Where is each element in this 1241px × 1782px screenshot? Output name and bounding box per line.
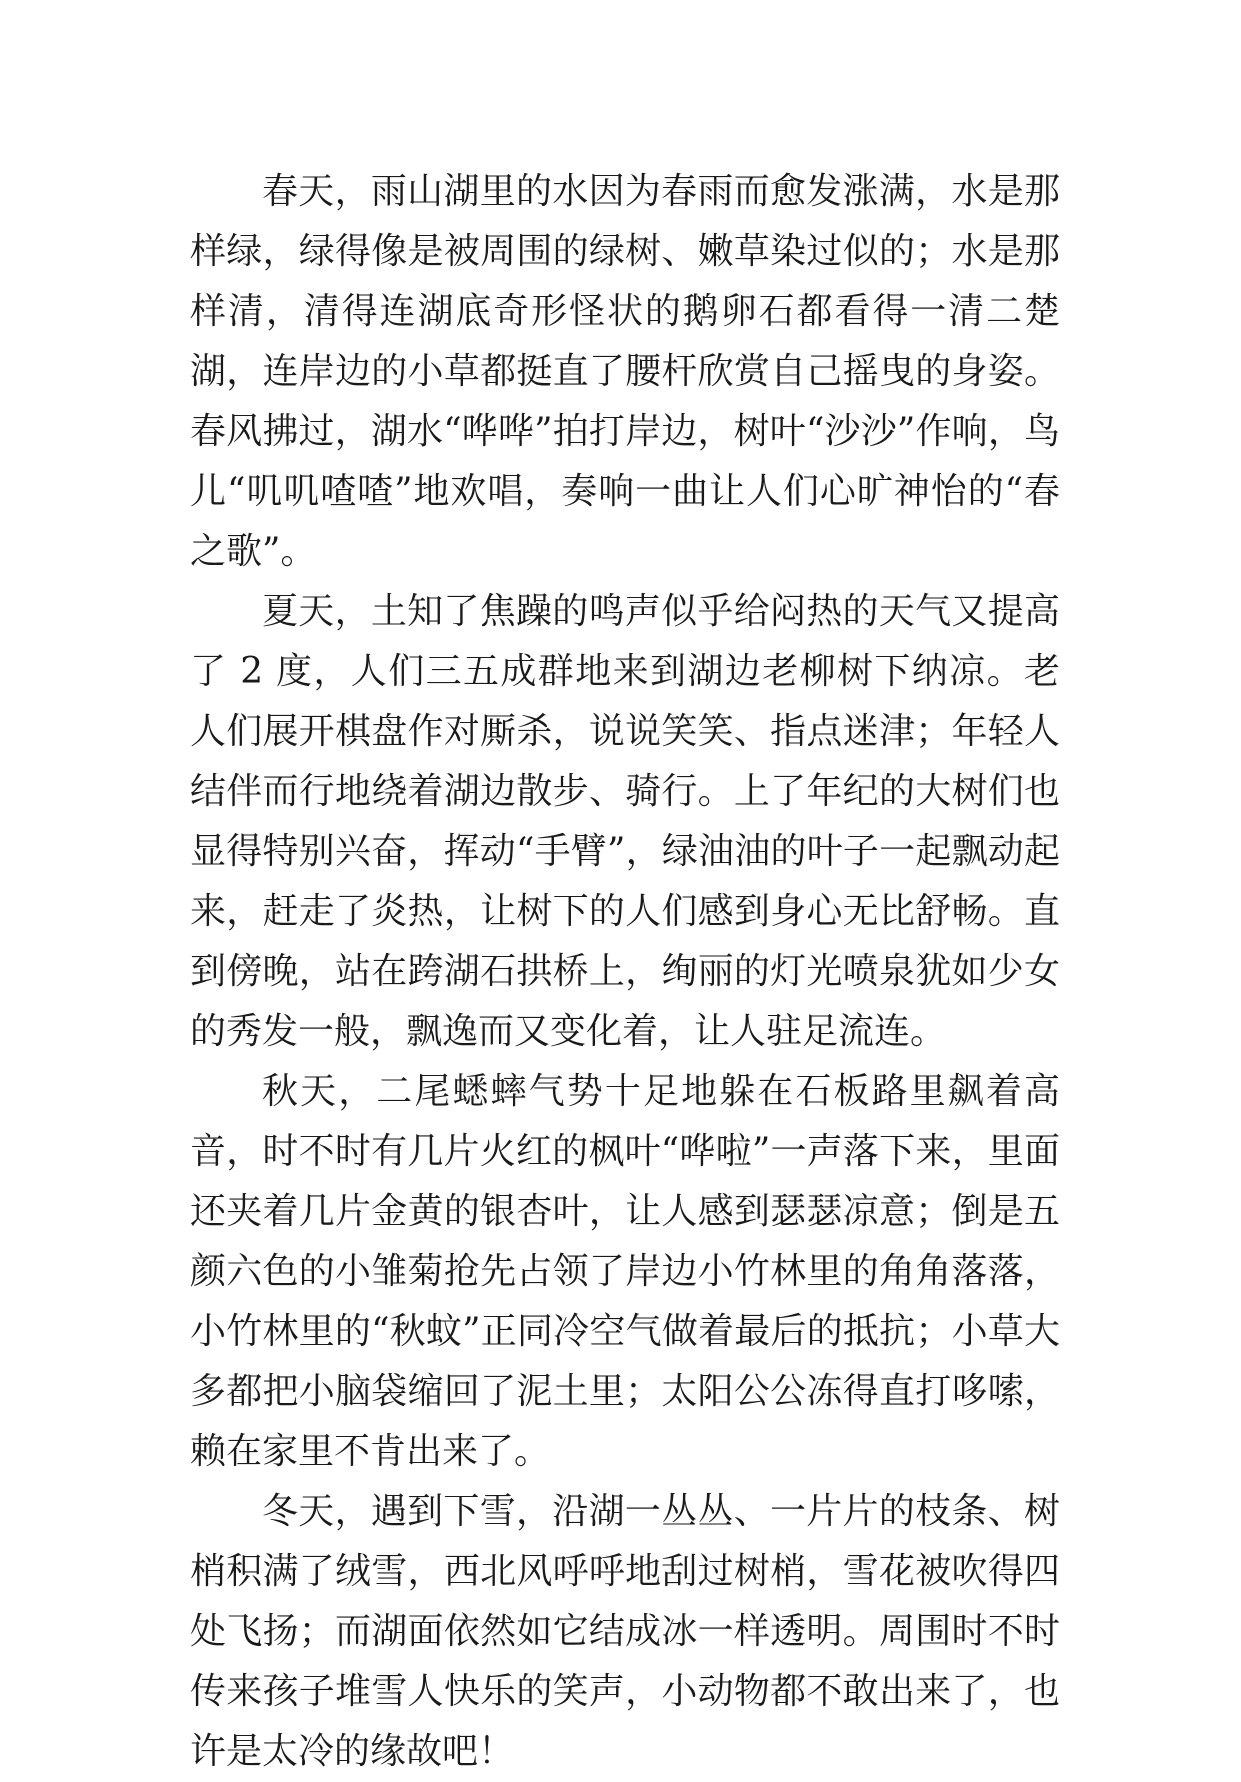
paragraph-summer: 夏天，土知了焦躁的鸣声似乎给闷热的天气又提高了 2 度，人们三五成群地来到湖边老柳树下纳凉。老人们展开棋盘作对厮杀，说说笑笑、指点迷津；年轻人结伴而行地绕着湖边散步、骑行。上了年纪的大树们也显得特别兴奋，挥动“手臂”，绿油油的叶子一起飘动起来，赶走了炎热，让树下的人们感到身心无比舒畅。直到傍晚，站在跨湖石拱桥上，绚丽的灯光喷泉犹如少女的秀发一般，飘逸而又变化着，让人驻足流连。 (190, 591, 1060, 1052)
paragraph-autumn: 秋天，二尾蟋蟀气势十足地躲在石板路里飙着高音，时不时有几片火红的枫叶“哗啦”一声落下来，里面还夹着几片金黄的银杏叶，让人感到瑟瑟凉意；倒是五颜六色的小雏菊抢先占领了岸边小竹林里的角角落落，小竹林里的“秋蚊”正同冷空气做着最后的抵抗；小草大多都把小脑袋缩回了泥土里；太阳公公冻得直打哆嗦，赖在家里不肯出来了。 (190, 1071, 1060, 1472)
paragraph-winter: 冬天，遇到下雪，沿湖一丛丛、一片片的枝条、树梢积满了绒雪，西北风呼呼地刮过树梢，雪花被吹得四处飞扬；而湖面依然如它结成冰一样透明。周围时不时传来孩子堆雪人快乐的笑声，小动物都不敢出来了，也许是太冷的缘故吧！ (190, 1491, 1060, 1772)
document-body (190, 162, 1060, 1782)
paragraph-spring: 春天，雨山湖里的水因为春雨而愈发涨满，水是那样绿，绿得像是被周围的绿树、嫩草染过似的；水是那样清，清得连湖底奇形怪状的鹅卵石都看得一清二楚湖，连岸边的小草都挺直了腰杆欣赏自己摇曳的身姿。春风拂过，湖水“哗哗”拍打岸边，树叶“沙沙”作响，鸟儿“叽叽喳喳”地欢唱，奏响一曲让人们心旷神怡的“春之歌”。 (190, 171, 1060, 572)
